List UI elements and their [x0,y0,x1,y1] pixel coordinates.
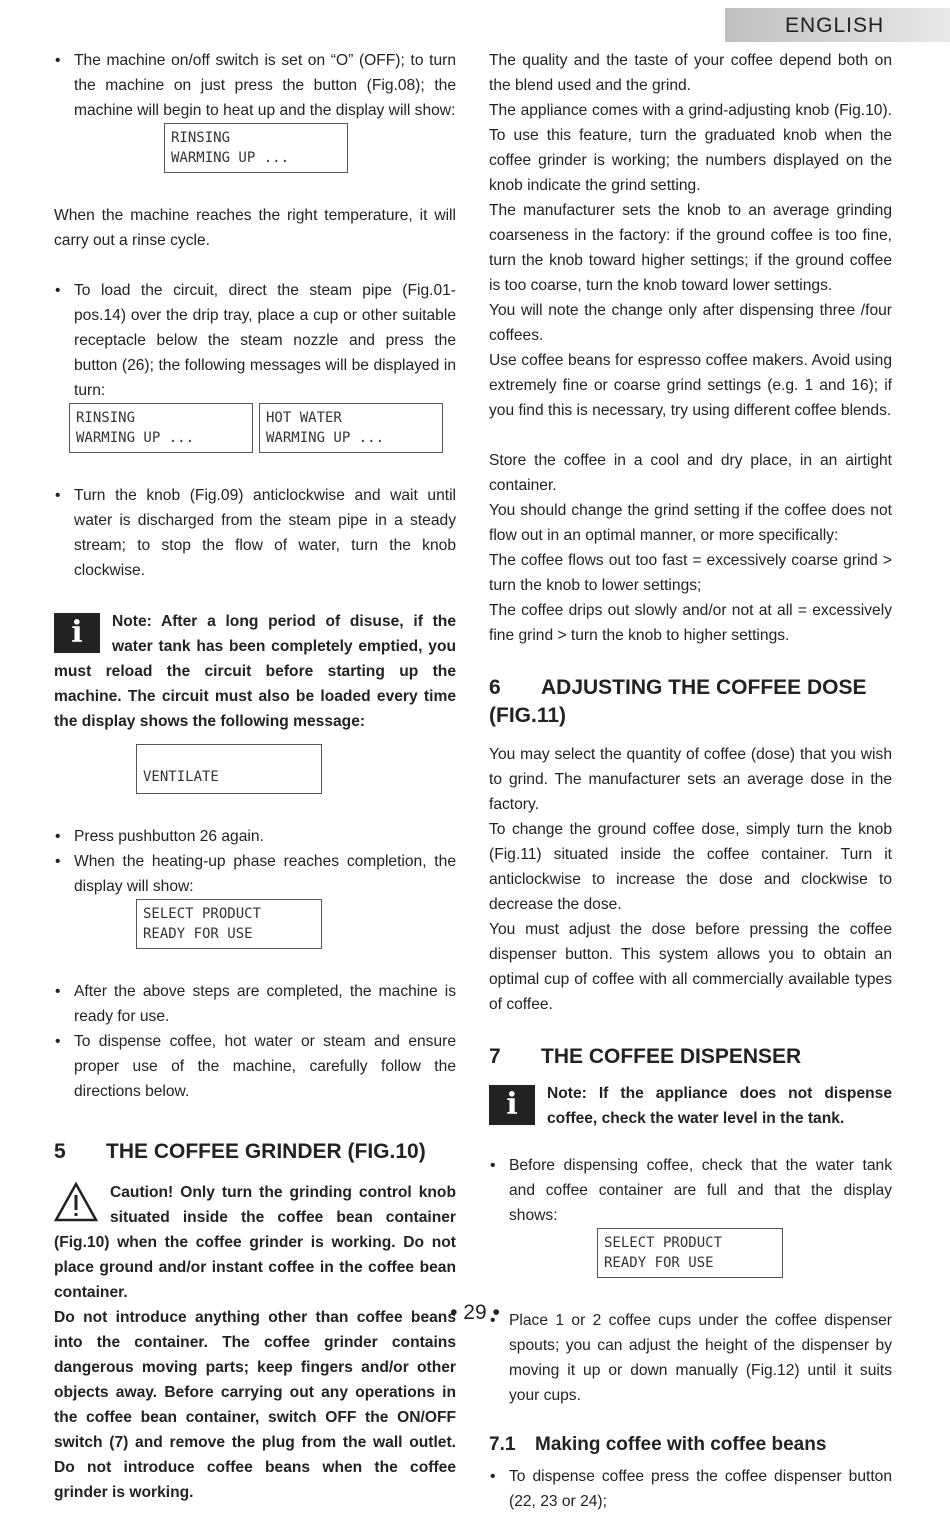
note-block [489,1081,892,1131]
left-column [54,48,456,1505]
display-line: SELECT PRODUCT [604,1235,723,1251]
section-number: 6 [489,676,501,699]
paragraph: Store the coffee in a cool and dry place, in an airtight container. [489,452,892,494]
subsection-title: Making coffee with coffee beans [535,1434,827,1455]
bullet-item: • Before dispensing coffee, check that the water tank and coffee container are full and that the display shows: [489,1153,892,1228]
caution-block [54,1180,456,1305]
bullet-item: • When the heating-up phase reaches completion, the display will show: [54,849,456,899]
section-heading [489,674,892,730]
display-box [259,403,443,453]
paragraph: You will note the change only after dispensing three /four coffees. [489,302,892,344]
info-icon: i [489,1085,535,1125]
caution-text-2: Do not introduce anything other than coffee beans into the container. The coffee grinder contains dangerous moving parts; keep fingers and/or other objects away. Before carrying out any operations in the coffee bean container, switch OFF the ON/OFF switch (7) and remove the plug from the wall outlet. Do not introduce coffee beans when the coffee grinder is working. [54,1309,456,1501]
paragraph: You must adjust the dose before pressing the coffee dispenser button. This system allows you to obtain an optimal cup of coffee with all commercially available types of coffee. [489,921,892,1013]
bullet-item: • Turn the knob (Fig.09) anticlockwise and wait until water is discharged from the steam pipe in a steady stream; to stop the flow of water, turn the knob clockwise. [54,483,456,583]
section-heading [489,1043,892,1071]
display-box [164,123,348,173]
display-line: SELECT PRODUCT [143,906,262,922]
right-column [489,48,892,1514]
display-box [136,744,322,794]
info-icon: i [54,613,100,653]
section-heading [54,1138,456,1166]
section-title: ADJUSTING THE COFFEE DOSE (FIG.11) [489,676,867,727]
paragraph: The appliance comes with a grind-adjusting knob (Fig.10). To use this feature, turn the graduated knob when the coffee grinder is working; the numbers displayed on the knob indicate the grind setting. [489,102,892,194]
section-number: 7 [489,1045,501,1068]
page-number: • 29 • [450,1301,500,1324]
bullet-item: • The machine on/off switch is set on “O” (OFF); to turn the machine on just press the button (Fig.08); the machine will begin to heat up and the display will show: [54,48,456,123]
section-title: THE COFFEE GRINDER (FIG.10) [106,1140,426,1163]
paragraph: When the machine reaches the right temperature, it will carry out a rinse cycle. [54,207,456,249]
note-text: Note: After a long period of disuse, if the water tank has been completely emptied, you must reload the circuit before starting up the machine. The circuit must also be loaded every time the display shows the following message: [54,613,456,730]
display-line: VENTILATE [143,769,219,785]
paragraph: You may select the quantity of coffee (dose) that you wish to grind. The manufacturer sets an average dose in the factory. [489,746,892,813]
paragraph: The coffee flows out too fast = excessively coarse grind > turn the knob to lower settings; [489,552,892,594]
display-line: RINSING [171,130,231,146]
display-line: READY FOR USE [604,1255,714,1271]
bullet-item: • Press pushbutton 26 again. [54,824,456,849]
bullet-item: • After the above steps are completed, the machine is ready for use. [54,979,456,1029]
paragraph: To change the ground coffee dose, simply turn the knob (Fig.11) situated inside the coffee container. Turn it anticlockwise to increase the dose and clockwise to decrease the dose. [489,821,892,913]
display-line: HOT WATER [266,410,342,426]
paragraph: The manufacturer sets the knob to an average grinding coarseness in the factory: if the ground coffee is too fine, turn the knob toward higher settings; if the ground coffee is too coarse, turn the knob toward lower settings. [489,202,892,294]
display-line: RINSING [76,410,136,426]
display-box [597,1228,783,1278]
subsection-heading [489,1432,892,1458]
note-text: Note: If the appliance does not dispense coffee, check the water level in the tank. [547,1085,892,1127]
language-tab: ENGLISH [725,8,950,42]
display-box [136,899,322,949]
paragraph: The coffee drips out slowly and/or not at all = excessively fine grind > turn the knob to higher settings. [489,602,892,644]
paragraph: The quality and the taste of your coffee depend both on the blend used and the grind. [489,52,892,94]
bullet-item: • To dispense coffee press the coffee dispenser button (22, 23 or 24); [489,1464,892,1514]
display-box [69,403,253,453]
display-line: READY FOR USE [143,926,253,942]
section-number: 5 [54,1140,66,1163]
subsection-number: 7.1 [489,1434,516,1455]
display-row [69,403,456,453]
paragraph: You should change the grind setting if the coffee does not flow out in an optimal manner, or more specifically: [489,502,892,544]
bullet-item: • To dispense coffee, hot water or steam and ensure proper use of the machine, carefully follow the directions below. [54,1029,456,1104]
display-line: WARMING UP ... [76,430,195,446]
caution-text: Caution! Only turn the grinding control knob situated inside the coffee bean container (Fig.10) when the coffee grinder is working. Do not place ground and/or instant coffee in the coffee bean container. [54,1184,456,1301]
paragraph: Use coffee beans for espresso coffee makers. Avoid using extremely fine or coarse grind settings (e.g. 1 and 16); if you find this is necessary, try using different coffee blends. [489,352,892,419]
warning-icon [54,1182,98,1230]
note-block [54,609,456,734]
bullet-item: • Place 1 or 2 coffee cups under the coffee dispenser spouts; you can adjust the height of the dispenser by moving it up or down manually (Fig.12) until it suits your cups. [489,1308,892,1408]
bullet-item: • To load the circuit, direct the steam pipe (Fig.01-pos.14) over the drip tray, place a cup or other suitable receptacle below the steam nozzle and press the button (26); the following messages will be displayed in turn: [54,278,456,403]
section-title: THE COFFEE DISPENSER [541,1045,802,1068]
display-line: WARMING UP ... [171,150,290,166]
display-line: WARMING UP ... [266,430,385,446]
